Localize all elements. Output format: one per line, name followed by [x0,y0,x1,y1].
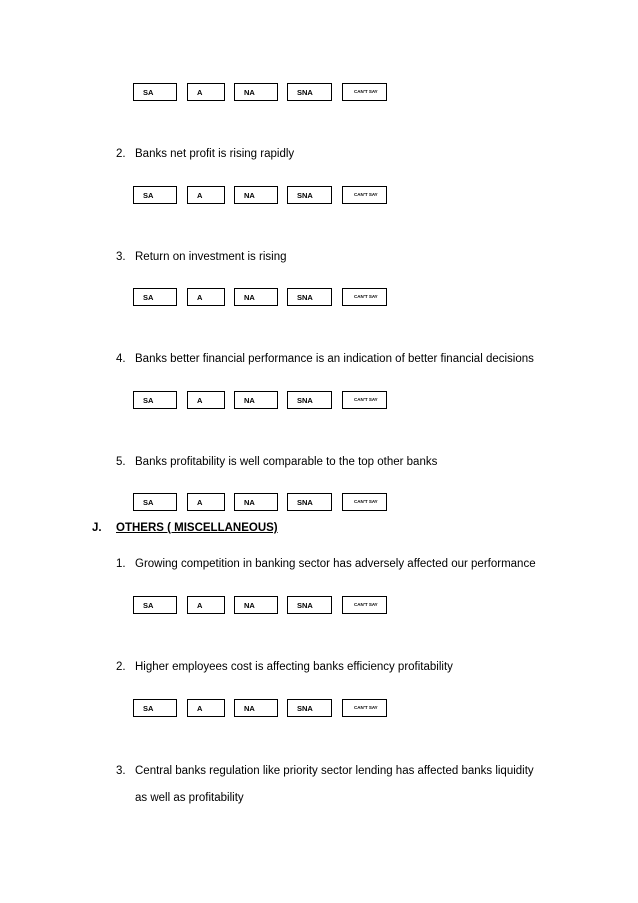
question-number: 5. [116,456,126,468]
rating-row [0,391,638,411]
rating-row [0,596,638,616]
option-a-box[interactable]: A [187,596,225,614]
option-sna-box[interactable]: SNA [287,83,332,101]
section-heading [92,522,278,534]
option-cant-say-box[interactable]: CAN'T SAY [342,699,387,717]
question-text: Growing competition in banking sector has adversely affected our performance [135,558,536,570]
option-a-box[interactable]: A [187,699,225,717]
option-sa-box[interactable]: SA [133,186,177,204]
option-a-box[interactable]: A [187,83,225,101]
question [116,449,437,476]
question [116,654,453,681]
option-sa-box[interactable]: SA [133,391,177,409]
option-sa-box[interactable]: SA [133,493,177,511]
option-na-box[interactable]: NA [234,186,278,204]
question-text: Return on investment is rising [135,251,287,263]
option-sna-box[interactable]: SNA [287,186,332,204]
section-title: OTHERS ( MISCELLANEOUS) [116,522,278,534]
option-sna-box[interactable]: SNA [287,493,332,511]
question-text: Banks better financial performance is an indication of better financial decisions [135,353,534,365]
option-sna-box[interactable]: SNA [287,391,332,409]
option-cant-say-box[interactable]: CAN'T SAY [342,186,387,204]
option-sa-box[interactable]: SA [133,83,177,101]
option-na-box[interactable]: NA [234,596,278,614]
question-text-continuation: as well as profitability [135,792,244,804]
option-a-box[interactable]: A [187,493,225,511]
option-cant-say-box[interactable]: CAN'T SAY [342,83,387,101]
option-cant-say-box[interactable]: CAN'T SAY [342,391,387,409]
rating-row [0,493,638,513]
option-cant-say-box[interactable]: CAN'T SAY [342,596,387,614]
option-sna-box[interactable]: SNA [287,596,332,614]
option-a-box[interactable]: A [187,391,225,409]
question [116,551,536,578]
option-sna-box[interactable]: SNA [287,288,332,306]
question-number: 3. [116,765,126,777]
option-cant-say-box[interactable]: CAN'T SAY [342,288,387,306]
option-sa-box[interactable]: SA [133,699,177,717]
question-number: 2. [116,148,126,160]
option-a-box[interactable]: A [187,186,225,204]
question-text: Banks net profit is rising rapidly [135,148,295,160]
question-text: Banks profitability is well comparable to the top other banks [135,456,438,468]
rating-row [0,186,638,206]
option-na-box[interactable]: NA [234,493,278,511]
question-number: 3. [116,251,126,263]
option-cant-say-box[interactable]: CAN'T SAY [342,493,387,511]
option-sa-box[interactable]: SA [133,288,177,306]
question [116,244,286,271]
question-text: Higher employees cost is affecting banks efficiency profitability [135,661,453,673]
rating-row [0,699,638,719]
option-na-box[interactable]: NA [234,391,278,409]
option-na-box[interactable]: NA [234,699,278,717]
question-number: 1. [116,558,126,570]
option-na-box[interactable]: NA [234,288,278,306]
option-a-box[interactable]: A [187,288,225,306]
option-sa-box[interactable]: SA [133,596,177,614]
question [116,346,534,373]
option-na-box[interactable]: NA [234,83,278,101]
rating-row [0,288,638,308]
question-text: Central banks regulation like priority sector lending has affected banks liquidity [135,765,534,777]
section-letter: J. [92,522,102,534]
question-number: 2. [116,661,126,673]
question-number: 4. [116,353,126,365]
question [116,141,294,168]
question [116,758,534,812]
rating-row [0,83,638,103]
option-sna-box[interactable]: SNA [287,699,332,717]
